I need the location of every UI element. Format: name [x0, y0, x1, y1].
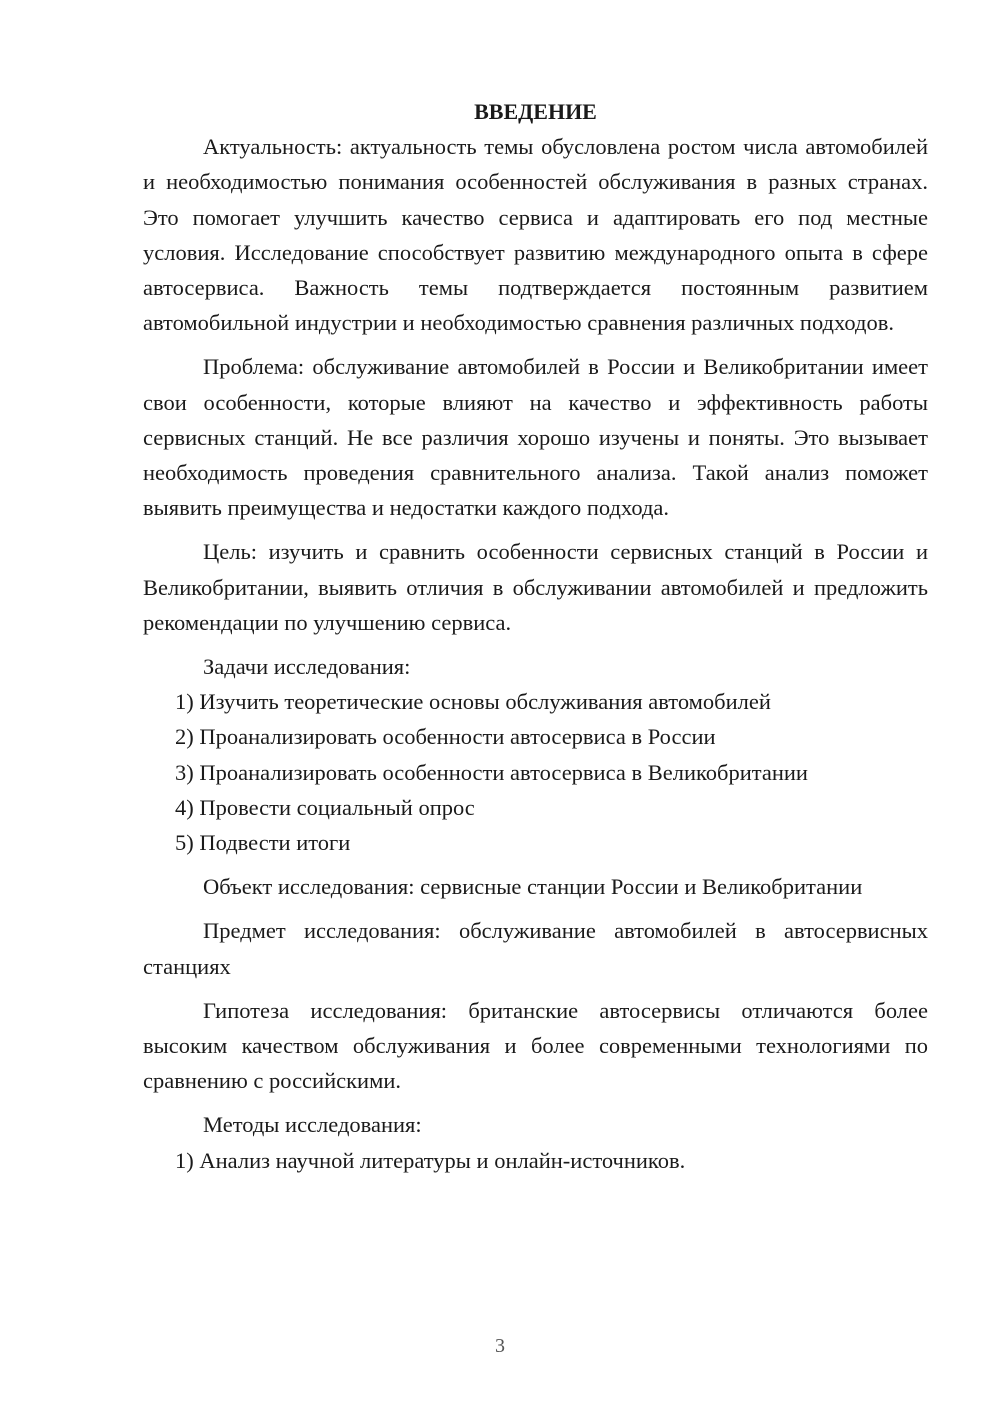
paragraph-problem: Проблема: обслуживание автомобилей в России и Великобритании имеет свои особенности, которые влияют на качество и эффективность работы сервисных станций. Не все различия хорошо изучены и поняты. Это вызывает необходимость проведения сравнительного анализа. Такой анализ поможет выявить преимущества и недостатки каждого подхода. [143, 354, 928, 521]
page-number: 3 [495, 1335, 505, 1357]
paragraph-subject: Предмет исследования: обслуживание автомобилей в автосервисных станциях [143, 918, 928, 979]
paragraph-object: Объект исследования: сервисные станции России и Великобритании [203, 874, 863, 900]
task-item-2: 2) Проанализировать особенности автосервиса в России [175, 724, 716, 750]
method-item-1: 1) Анализ научной литературы и онлайн-источников. [175, 1147, 686, 1173]
task-item-3: 3) Проанализировать особенности автосервиса в Великобритании [175, 759, 808, 785]
paragraph-relevance: Актуальность: актуальность темы обусловлена ростом числа автомобилей и необходимостью понимания особенностей обслуживания в разных странах. Это помогает улучшить качество сервиса и адаптировать его под местные условия. Исследование способствует развитию международного опыта в сфере автосервиса. Важность темы подтверждается постоянным развитием автомобильной индустрии и необходимостью сравнения различных подходов. [143, 134, 928, 336]
paragraph-hypothesis: Гипотеза исследования: британские автосервисы отличаются более высоким качеством обслуживания и более современными технологиями по сравнению с российскими. [143, 997, 928, 1094]
task-item-5: 5) Подвести итоги [175, 830, 351, 856]
section-heading: ВВЕДЕНИЕ [474, 99, 597, 124]
task-item-4: 4) Провести социальный опрос [175, 794, 475, 820]
task-item-1: 1) Изучить теоретические основы обслуживания автомобилей [175, 689, 771, 715]
tasks-title: Задачи исследования: [203, 654, 411, 680]
methods-title: Методы исследования: [203, 1112, 422, 1138]
document-body [143, 94, 928, 1178]
paragraph-goal: Цель: изучить и сравнить особенности сервисных станций в России и Великобритании, выявить отличия в обслуживании автомобилей и предложить рекомендации по улучшению сервиса. [143, 539, 928, 635]
